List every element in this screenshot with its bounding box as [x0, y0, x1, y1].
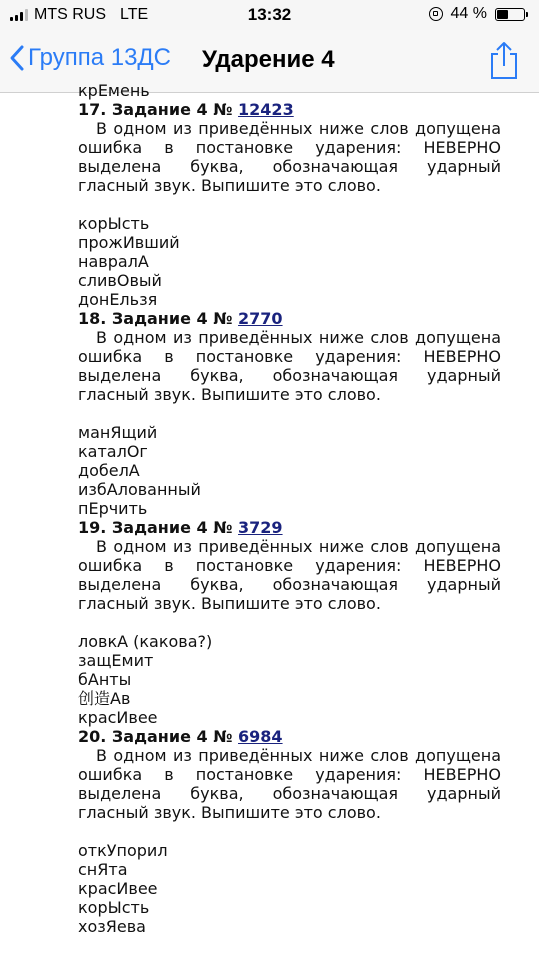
answer-word: красИвее — [78, 708, 158, 727]
battery-fill — [497, 10, 508, 19]
back-button[interactable] — [10, 44, 171, 72]
task-id-link[interactable]: 12423 — [238, 100, 294, 119]
document-content[interactable] — [0, 81, 539, 960]
task-heading — [78, 727, 501, 746]
task-number: 17. — [78, 100, 107, 119]
task-id-link[interactable]: 3729 — [238, 518, 283, 537]
task-id-link[interactable]: 2770 — [238, 309, 283, 328]
task-number: 20. — [78, 727, 107, 746]
task-block — [78, 727, 501, 936]
answer-word: бАнты — [78, 670, 132, 689]
task-number: 18. — [78, 309, 107, 328]
task-instructions: В одном из приведённых ниже слов допущена ошибка в постановке ударения: НЕВЕРНО выделена буква, обозначающая ударный гласный звук. Выпишите это слово. — [78, 119, 501, 195]
answer-word: каталОг — [78, 442, 148, 461]
clock: 13:32 — [247, 5, 292, 24]
answer-word: добелА — [78, 461, 140, 480]
cutoff-word: крЕмень — [78, 81, 150, 100]
task-heading — [78, 518, 501, 537]
answer-word: избАлованный — [78, 480, 201, 499]
chevron-left-icon — [10, 45, 24, 71]
task-id-link[interactable]: 6984 — [238, 727, 283, 746]
share-icon — [489, 40, 519, 80]
task-list — [78, 81, 501, 936]
network-type: LTE — [120, 6, 149, 23]
answer-word: 创造Ав — [78, 689, 131, 708]
share-button[interactable] — [489, 40, 519, 85]
answer-word: навралА — [78, 252, 149, 271]
battery-percent: 44 % — [450, 5, 487, 22]
answer-word: защЕмит — [78, 651, 154, 670]
answer-word: манЯщий — [78, 423, 158, 442]
status-bar — [0, 0, 539, 30]
task-instructions: В одном из приведённых ниже слов допущена ошибка в постановке ударения: НЕВЕРНО выделена буква, обозначающая ударный гласный звук. Выпишите это слово. — [78, 537, 501, 613]
task-instructions: В одном из приведённых ниже слов допущена ошибка в постановке ударения: НЕВЕРНО выделена буква, обозначающая ударный гласный звук. Выпишите это слово. — [78, 328, 501, 404]
task-block — [78, 309, 501, 518]
task-label: Задание 4 № — [111, 727, 233, 746]
answer-word: сливОвый — [78, 271, 162, 290]
answer-word: корЫсть — [78, 898, 150, 917]
carrier-name: MTS RUS — [34, 6, 106, 23]
status-right — [429, 5, 525, 23]
answer-word: снЯта — [78, 860, 128, 879]
task-number: 19. — [78, 518, 107, 537]
back-button-label: Группа 13ДС — [28, 44, 172, 71]
battery-icon — [495, 8, 525, 21]
task-instructions: В одном из приведённых ниже слов допущена ошибка в постановке ударения: НЕВЕРНО выделена буква, обозначающая ударный гласный звук. Выпишите это слово. — [78, 746, 501, 822]
answer-word: откУпорил — [78, 841, 168, 860]
task-block — [78, 100, 501, 309]
task-label: Задание 4 № — [111, 100, 233, 119]
task-block — [78, 518, 501, 727]
answer-word: хозЯева — [78, 917, 146, 936]
orientation-lock-icon — [429, 7, 443, 21]
answer-word: корЫсть — [78, 214, 150, 233]
answer-word: донЕльзя — [78, 290, 158, 309]
task-heading — [78, 309, 501, 328]
answer-word: прожИвший — [78, 233, 180, 252]
answer-word: красИвее — [78, 879, 158, 898]
page-title: Ударение 4 — [202, 46, 335, 73]
answer-word: пЕрчить — [78, 499, 148, 518]
task-label: Задание 4 № — [111, 309, 233, 328]
task-label: Задание 4 № — [111, 518, 233, 537]
answer-word: ловкА (какова?) — [78, 632, 213, 651]
task-heading — [78, 100, 501, 119]
